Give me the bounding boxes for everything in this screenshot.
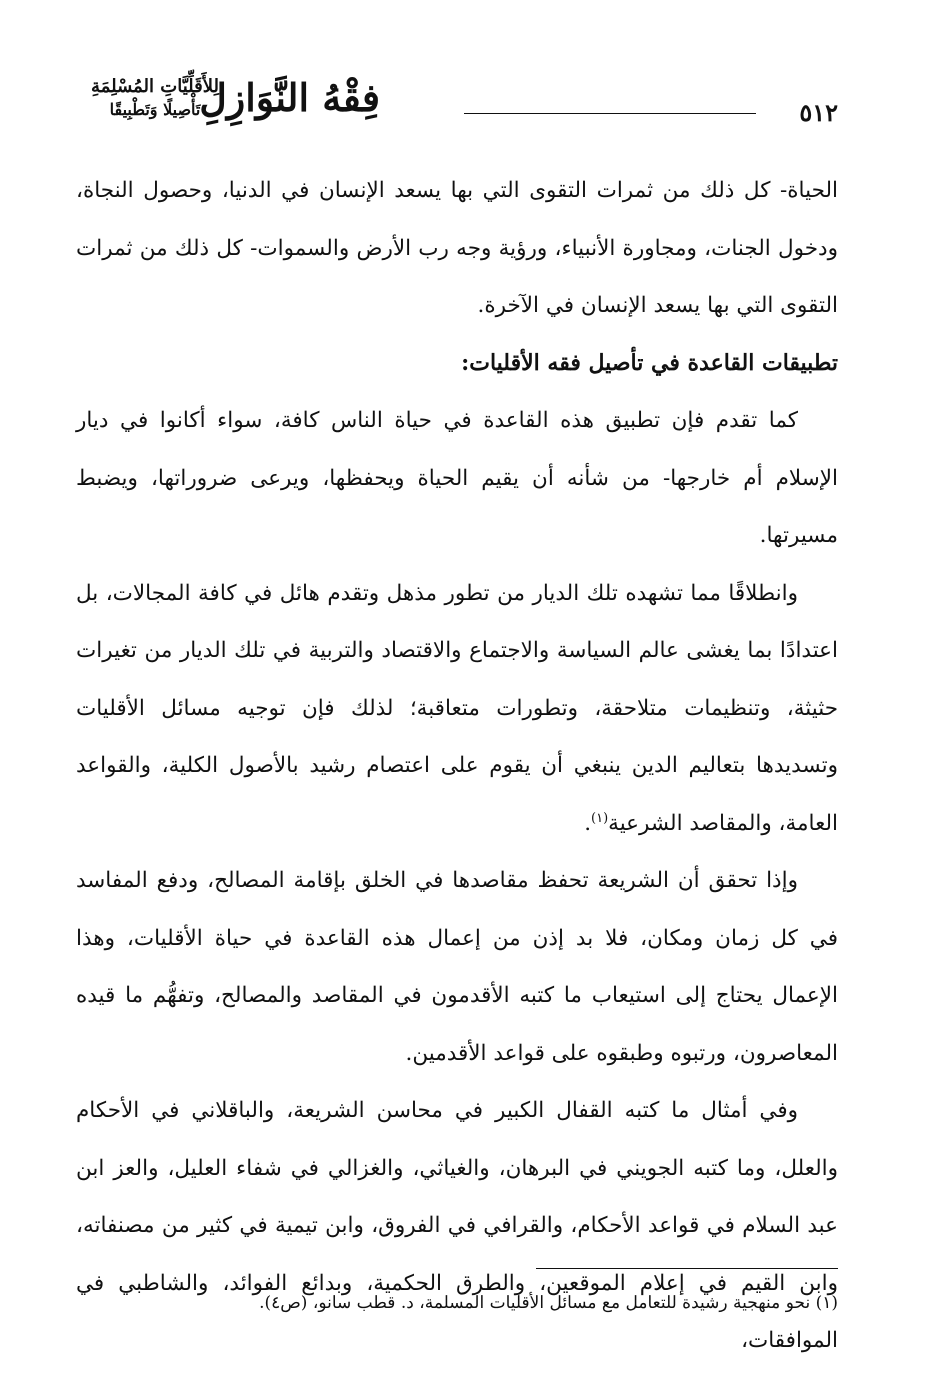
book-subtitle-bottom: تَأْصِيلًا وَتَطْبِيقًا	[109, 100, 201, 119]
book-title-logo	[80, 72, 380, 136]
page-header	[80, 72, 838, 136]
paragraph-5: وفي أمثال ما كتبه القفال الكبير في محاسن الشريعة، والباقلاني في الأحكام والعلل، وما كتبه الجويني في البرهان، والغياثي، والغزالي في شفاء العليل، والعز ابن عبد السلام في قواعد الأحكام، والقرافي في الفروق، وابن تيمية في كثير من مصنفاته، وابن القيم في إعلام الموقعين، والطرق الحكمية، وبدائع الفوائد، والشاطبي في الموافقات،	[76, 1098, 838, 1353]
paragraph-2: كما تقدم فإن تطبيق هذه القاعدة في حياة الناس كافة، سواء أكانوا في ديار الإسلام أم خارجها- من شأنه أن يقيم الحياة ويحفظها، ويرعى ضروراتها، ويضبط مسيرتها.	[76, 408, 838, 548]
main-text	[76, 162, 838, 1370]
book-subtitle	[80, 76, 230, 122]
paragraph-3-text: وانطلاقًا مما تشهده تلك الديار من تطور مذهل وتقدم هائل في كافة المجالات، بل اعتدادًا بما يغشى عالم السياسة والاجتماع والاقتصاد والتربية في تلك الديار من تغيرات حثيثة، وتنظيمات متلاحقة، وتطورات متعاقبة؛ لذلك فإن توجيه مسائل الأقليات وتسديدها بتعاليم الدين ينبغي أن يقوم على اعتصام رشيد بالأصول الكلية، والقواعد العامة، والمقاصد الشرعية	[76, 580, 838, 836]
book-subtitle-top: لِلأَقَلِّيَّاتِ المُسْلِمَةِ	[91, 76, 219, 97]
header-divider	[464, 113, 756, 114]
paragraph-4: وإذا تحقق أن الشريعة تحفظ مقاصدها في الخلق بإقامة المصالح، ودفع المفاسد في كل زمان ومكان، فلا بد إذن من إعمال هذه القاعدة في حياة الأقليات، وهذا الإعمال يحتاج إلى استيعاب ما كتبه الأقدمون في المقاصد والمصالح، وتفهُّم ما قيده المعاصرون، ورتبوه وطبقوه على قواعد الأقدمين.	[76, 868, 838, 1066]
page-number: ٥١٢	[799, 98, 838, 127]
footnote-1: (١) نحو منهجية رشيدة للتعامل مع مسائل الأقليات المسلمة، د. قطب سانو، (ص٤).	[259, 1293, 838, 1313]
section-heading: تطبيقات القاعدة في تأصيل فقه الأقليات:	[461, 349, 838, 376]
book-title: فِقْهُ النَّوَازِلِ	[199, 75, 380, 120]
paragraph-3	[76, 565, 838, 853]
paragraph-1: الحياة- كل ذلك من ثمرات التقوى التي بها يسعد الإنسان في الدنيا، وحصول النجاة، ودخول الجنات، ومجاورة الأنبياء، ورؤية وجه رب الأرض والسموات- كل ذلك من ثمرات التقوى التي بها يسعد الإنسان في الآخرة.	[76, 178, 838, 318]
paragraph-3-end: .	[584, 810, 592, 836]
footnote-reference-1[interactable]: (١)	[591, 810, 609, 826]
footnote-divider	[536, 1268, 838, 1269]
